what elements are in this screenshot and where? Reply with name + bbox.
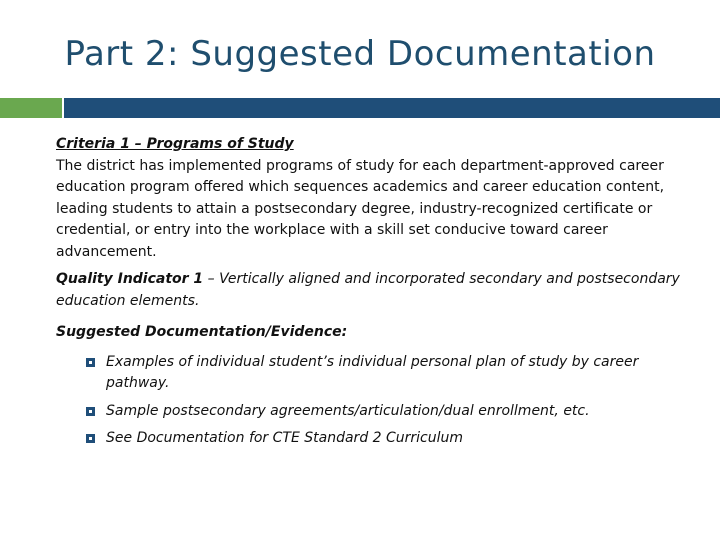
criteria-heading: Criteria 1 – Programs of Study (56, 136, 294, 152)
list-item-text: See Documentation for CTE Standard 2 Curriculum (106, 430, 464, 446)
quality-indicator-label: Quality Indicator 1 (56, 271, 204, 287)
list-item-text: Sample postsecondary agreements/articulation/dual enrollment, etc. (106, 402, 590, 419)
list-item (86, 352, 686, 395)
evidence-list (56, 352, 686, 450)
slide-body (56, 134, 686, 456)
slide-title: Part 2: Suggested Documentation (64, 34, 656, 74)
square-bullet-icon (86, 434, 95, 443)
square-bullet-icon (86, 358, 95, 367)
quality-indicator (56, 269, 686, 312)
suggested-documentation-heading: Suggested Documentation/Evidence: (56, 324, 348, 340)
list-item-text: Examples of individual student’s individual personal plan of study by career pathway. (106, 353, 639, 391)
title-divider-green (0, 98, 62, 118)
list-item (86, 428, 686, 450)
quality-indicator-text: – Vertically aligned and incorporated secondary and postsecondary education elements. (56, 271, 680, 309)
list-item (86, 401, 686, 423)
criteria-text: The district has implemented programs of study for each department-approved career education program offered which sequences academics and career education content, leading students to attain a postsecondary degree, industry-recognized certificate or credential, or entry into the workplace with a skill set conducive toward career advancement. (56, 157, 665, 260)
title-divider-blue (64, 98, 720, 118)
square-bullet-icon (86, 407, 95, 416)
